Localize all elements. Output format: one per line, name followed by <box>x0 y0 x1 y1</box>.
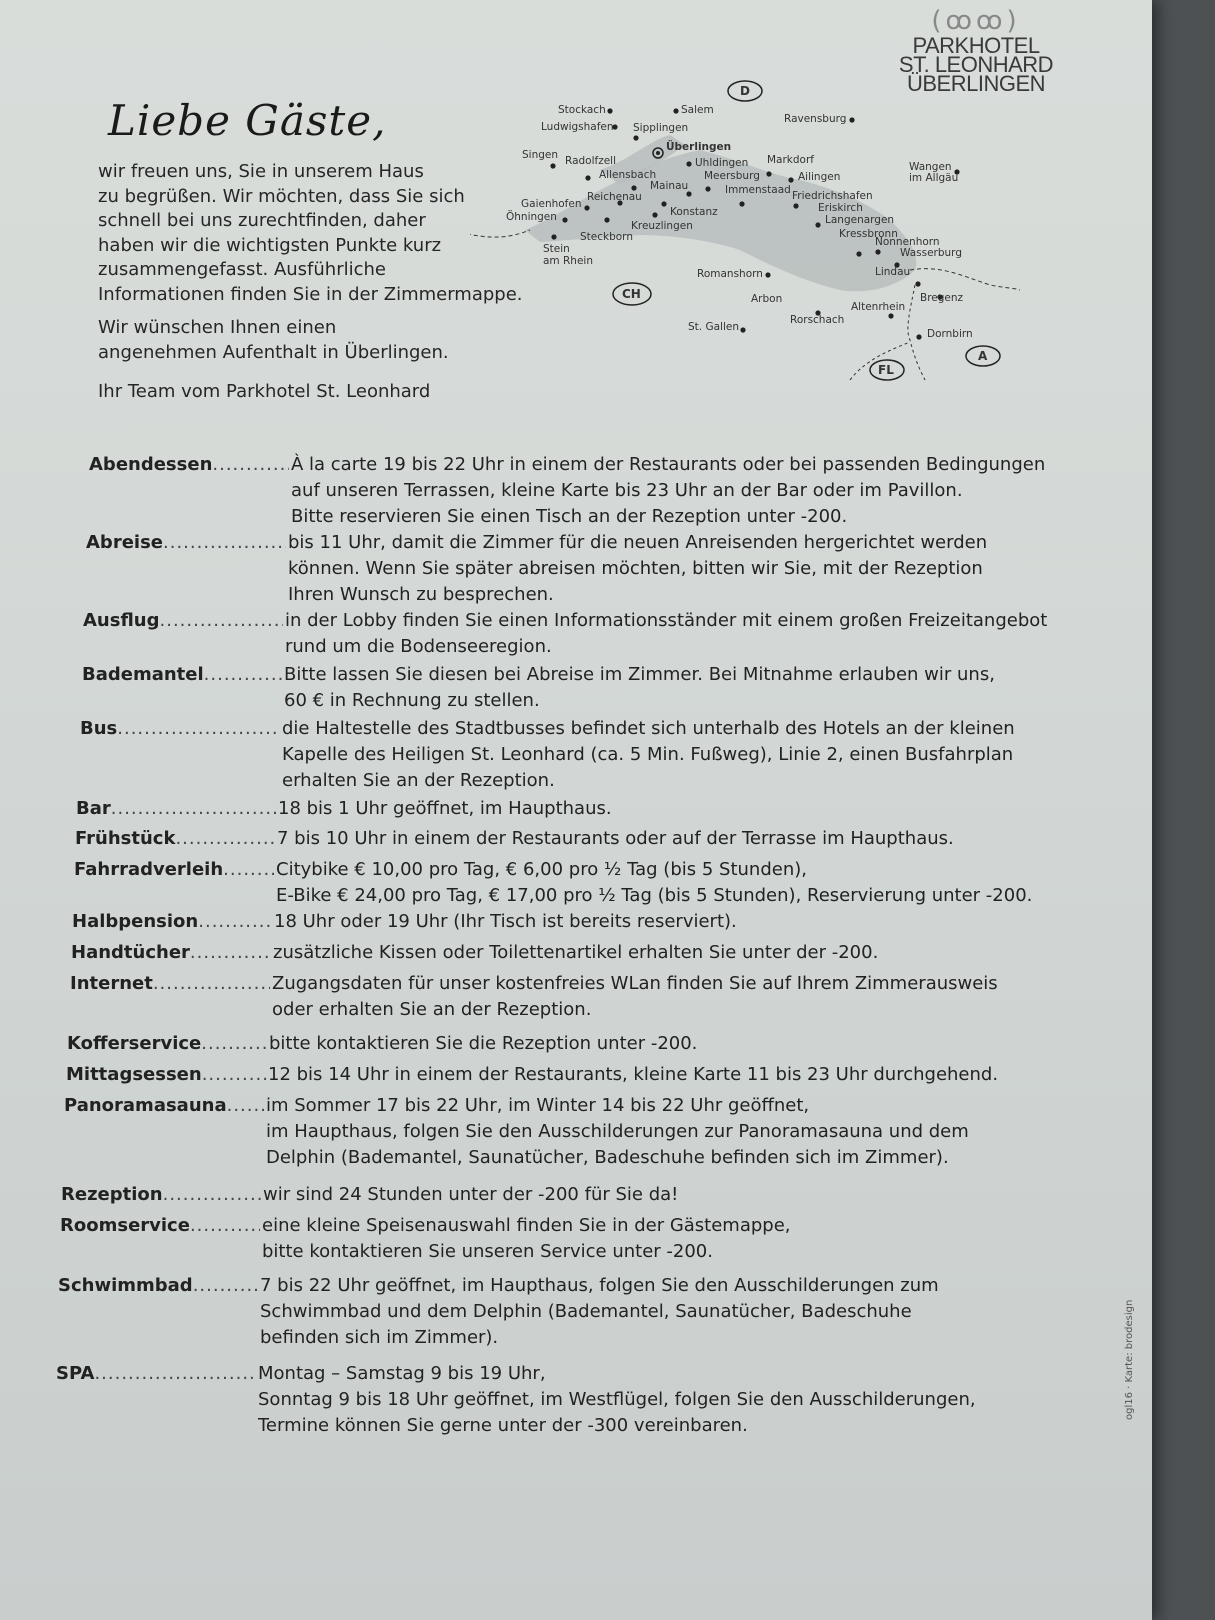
city-label: Meersburg <box>704 170 760 182</box>
leader-dots <box>212 452 289 478</box>
entry-description-line: Schwimmbad und dem Delphin (Bademantel, Saunatücher, Badeschuhe <box>260 1301 912 1322</box>
entry-description-line: die Haltestelle des Stadtbusses befindet sich unterhalb des Hotels an der kleinen <box>282 718 1015 739</box>
entry-description <box>271 940 1056 966</box>
entry-description-line: Delphin (Bademantel, Saunatücher, Badeschuhe befinden sich im Zimmer). <box>266 1147 949 1168</box>
entry-description-line: bis 11 Uhr, damit die Zimmer für die neuen Anreisenden hergerichtet werden <box>288 532 988 553</box>
entry-description-line: können. Wenn Sie später abreisen möchten, bitten wir Sie, mit der Rezeption <box>288 558 983 579</box>
city-label: Arbon <box>751 293 783 305</box>
entry-term-label: Internet <box>70 973 153 994</box>
leader-dots <box>117 716 280 742</box>
info-entry <box>58 1273 1056 1351</box>
entry-description <box>266 1062 1056 1088</box>
leader-dots <box>175 826 275 852</box>
city-label: Immenstaad <box>725 184 791 196</box>
city-label: Bregenz <box>920 292 964 304</box>
entry-description-line: 7 bis 10 Uhr in einem der Restaurants oder auf der Terrasse im Haupthaus. <box>277 828 954 849</box>
entry-description-line: Montag – Samstag 9 bis 19 Uhr, <box>258 1363 546 1384</box>
entry-term <box>82 662 282 714</box>
info-entry <box>61 1182 1056 1208</box>
logo-line: ÜBERLINGEN <box>906 71 1046 96</box>
entry-description-line: zusätzliche Kissen oder Toilettenartikel erhalten Sie unter der -200. <box>273 942 879 963</box>
entry-term <box>76 796 276 822</box>
country-label-a: A <box>978 349 988 363</box>
entry-description <box>283 608 1056 660</box>
info-entry <box>71 940 1056 966</box>
entry-description <box>264 1093 1056 1171</box>
city-label: am Rhein <box>543 255 593 267</box>
entry-description-line: Ihren Wunsch zu besprechen. <box>288 584 554 605</box>
city-label: Kressbronn <box>839 228 898 240</box>
entry-term <box>61 1182 261 1208</box>
entry-description-line: erhalten Sie an der Rezeption. <box>282 770 555 791</box>
leader-dots <box>153 971 270 997</box>
city-label: Nonnenhorn <box>875 236 940 248</box>
city-label: Sipplingen <box>633 122 689 134</box>
intro-line: Informationen finden Sie in der Zimmermappe. <box>98 283 523 305</box>
entry-description-line: 18 bis 1 Uhr geöffnet, im Haupthaus. <box>278 798 612 819</box>
entry-term <box>74 857 274 909</box>
info-entry <box>67 1031 1056 1057</box>
info-entry <box>89 452 1056 530</box>
entry-description-line: im Sommer 17 bis 22 Uhr, im Winter 14 bis 22 Uhr geöffnet, <box>266 1095 810 1116</box>
entry-term-label: Schwimmbad <box>58 1275 193 1296</box>
city-label: Altenrhein <box>851 301 906 313</box>
leader-dots <box>94 1361 256 1387</box>
city-label: Lindau <box>875 266 911 278</box>
city-label: Friedrichshafen <box>792 190 873 202</box>
wish-line: Wir wünschen Ihnen einen <box>98 317 337 338</box>
entry-term-label: Kofferservice <box>67 1033 202 1054</box>
city-label: Steckborn <box>580 231 633 243</box>
city-label: Singen <box>522 149 559 161</box>
leader-dots <box>202 1062 266 1088</box>
entry-description-line: auf unseren Terrassen, kleine Karte bis 23 Uhr an der Bar oder im Pavillon. <box>291 480 963 501</box>
intro-line: zu begrüßen. Wir möchten, dass Sie sich <box>98 185 465 207</box>
entry-description-line: befinden sich im Zimmer). <box>260 1327 499 1348</box>
entry-term-label: Bus <box>80 718 118 739</box>
country-label-d: D <box>740 84 750 98</box>
entry-term-label: Bademantel <box>82 664 204 685</box>
city-label: Wangen <box>909 161 952 173</box>
city-label: Mainau <box>650 180 689 192</box>
leader-dots <box>204 662 282 688</box>
city-label: Dornbirn <box>927 328 973 340</box>
entry-description-line: bitte kontaktieren Sie die Rezeption unter -200. <box>269 1033 698 1054</box>
lake-constance-map <box>470 80 1050 400</box>
entry-term-label: Roomservice <box>60 1215 190 1236</box>
city-label: Ailingen <box>798 171 841 183</box>
info-entry <box>64 1093 1056 1171</box>
entry-description <box>289 452 1056 530</box>
info-entry <box>83 608 1056 660</box>
leader-dots <box>223 857 274 883</box>
city-label: Reichenau <box>587 191 642 203</box>
entry-term <box>72 909 272 935</box>
entry-description-line: 7 bis 22 Uhr geöffnet, im Haupthaus, folgen Sie den Ausschilderungen zum <box>260 1275 939 1296</box>
entry-term-label: Rezeption <box>61 1184 163 1205</box>
city-label: Konstanz <box>670 206 718 218</box>
entry-term-label: Ausflug <box>83 610 160 631</box>
entry-description <box>261 1182 1056 1208</box>
entry-description-line: 60 € in Rechnung zu stellen. <box>284 690 540 711</box>
entry-description <box>260 1213 1056 1265</box>
intro-line: haben wir die wichtigsten Punkte kurz <box>98 234 442 256</box>
entry-term <box>66 1062 266 1088</box>
entry-description <box>280 716 1056 794</box>
info-entry <box>56 1361 1056 1439</box>
city-label-ueberlingen: Überlingen <box>666 141 732 153</box>
info-entry <box>76 796 1056 822</box>
entry-description-line: Kapelle des Heiligen St. Leonhard (ca. 5 Min. Fußweg), Linie 2, einen Busfahrplan <box>282 744 1014 765</box>
logo-line: ST. LEONHARD <box>898 52 1054 77</box>
city-label: Gaienhofen <box>521 198 582 210</box>
city-label: Allensbach <box>599 169 657 181</box>
entry-description-line: rund um die Bodenseeregion. <box>285 636 552 657</box>
city-label: Wasserburg <box>900 247 962 259</box>
entry-term <box>58 1273 258 1351</box>
entry-description-line: im Haupthaus, folgen Sie den Ausschilderungen zur Panoramasauna und dem <box>266 1121 969 1142</box>
design-credit: ogl16 · Karte: brodesign <box>1124 1299 1135 1420</box>
info-entry <box>80 716 1056 794</box>
info-entry <box>86 530 1056 608</box>
info-entry <box>72 909 1056 935</box>
entry-description-line: E-Bike € 24,00 pro Tag, € 17,00 pro ½ Tag (bis 5 Stunden), Reservierung unter -200. <box>276 885 1033 906</box>
entry-description <box>286 530 1056 608</box>
city-label: Öhningen <box>506 211 557 223</box>
city-label: Romanshorn <box>697 268 763 280</box>
entry-description-line: À la carte 19 bis 22 Uhr in einem der Restaurants oder bei passenden Bedingungen <box>291 454 1046 475</box>
entry-description <box>275 826 1056 852</box>
greeting-heading: Liebe Gäste, <box>108 96 387 145</box>
intro-line: schnell bei uns zurechtfinden, daher <box>98 210 426 231</box>
entry-description-line: Bitte reservieren Sie einen Tisch an der Rezeption unter -200. <box>291 506 848 527</box>
entry-description-line: bitte kontaktieren Sie unseren Service unter -200. <box>262 1241 713 1262</box>
entry-term <box>83 608 283 660</box>
leader-dots <box>190 1213 260 1239</box>
city-label: St. Gallen <box>688 321 739 333</box>
city-label: Ludwigshafen <box>541 121 614 133</box>
entry-term-label: Abreise <box>86 532 163 553</box>
city-label: Eriskirch <box>818 202 863 214</box>
logo-line: PARKHOTEL <box>912 33 1040 58</box>
city-label: Salem <box>681 104 714 116</box>
entry-description-line: 12 bis 14 Uhr in einem der Restaurants, kleine Karte 11 bis 23 Uhr durchgehend. <box>268 1064 999 1085</box>
entry-description-line: Termine können Sie gerne unter der -300 vereinbaren. <box>258 1415 748 1436</box>
leader-dots <box>163 530 286 556</box>
leader-dots <box>227 1093 264 1119</box>
entry-description-line: oder erhalten Sie an der Rezeption. <box>272 999 592 1020</box>
entry-term <box>71 940 271 966</box>
leader-dots <box>198 909 272 935</box>
info-entry <box>74 857 1056 909</box>
info-entry <box>60 1213 1056 1265</box>
leader-dots <box>201 1031 267 1057</box>
leader-dots <box>111 796 276 822</box>
entry-term <box>67 1031 267 1057</box>
entry-term-label: Mittagsessen <box>66 1064 202 1085</box>
city-label: Kreuzlingen <box>631 220 693 232</box>
entry-description-line: Citybike € 10,00 pro Tag, € 6,00 pro ½ Tag (bis 5 Stunden), <box>276 859 807 880</box>
leader-dots <box>163 1182 261 1208</box>
entry-term <box>75 826 275 852</box>
city-label: Rorschach <box>790 314 845 326</box>
wish-line: angenehmen Aufenthalt in Überlingen. <box>98 341 449 363</box>
entry-term-label: Halbpension <box>72 911 199 932</box>
leader-dots <box>190 940 271 966</box>
entry-description <box>270 971 1056 1023</box>
entry-description-line: Bitte lassen Sie diesen bei Abreise im Zimmer. Bei Mitnahme erlauben wir uns, <box>284 664 995 685</box>
city-label: Stein <box>543 243 570 255</box>
city-label: Uhldingen <box>695 157 749 169</box>
city-label: Markdorf <box>767 154 814 166</box>
entry-term <box>64 1093 264 1171</box>
intro-line: zusammengefasst. Ausführliche <box>98 259 386 280</box>
entry-term-label: Abendessen <box>89 454 213 475</box>
entry-term <box>70 971 270 1023</box>
entry-description <box>258 1273 1056 1351</box>
entry-description-line: wir sind 24 Stunden unter der -200 für Sie da! <box>263 1184 679 1205</box>
logo-mark: (ꝏꝏ) <box>931 6 1021 36</box>
entry-description-line: in der Lobby finden Sie einen Informationsständer mit einem großen Freizeitangebot <box>285 610 1048 631</box>
city-label: Stockach <box>558 104 606 116</box>
entry-term <box>80 716 280 794</box>
border-line <box>470 230 530 237</box>
entry-term <box>56 1361 256 1439</box>
country-label-ch: CH <box>622 287 641 301</box>
entry-description <box>272 909 1056 935</box>
entry-term <box>86 530 286 608</box>
city-label: Ravensburg <box>784 113 847 125</box>
city-label: Langenargen <box>825 214 895 226</box>
info-entry <box>82 662 1056 714</box>
entry-term-label: Handtücher <box>71 942 190 963</box>
team-signature: Ihr Team vom Parkhotel St. Leonhard <box>98 381 431 402</box>
entry-term-label: Frühstück <box>75 828 176 849</box>
entry-description <box>256 1361 1056 1439</box>
entry-description <box>282 662 1056 714</box>
entry-term <box>60 1213 260 1265</box>
border-line <box>910 269 1020 290</box>
city-label: Radolfzell <box>565 155 617 167</box>
entry-description-line: 18 Uhr oder 19 Uhr (Ihr Tisch ist bereits reserviert). <box>274 911 737 932</box>
entry-term-label: Fahrradverleih <box>74 859 224 880</box>
leader-dots <box>160 608 284 634</box>
entry-term-label: SPA <box>56 1363 95 1384</box>
leader-dots <box>193 1273 258 1299</box>
info-entry <box>70 971 1056 1023</box>
entry-description-line: Sonntag 9 bis 18 Uhr geöffnet, im Westflügel, folgen Sie den Ausschilderungen, <box>258 1389 976 1410</box>
entry-description <box>274 857 1056 909</box>
info-entry <box>66 1062 1056 1088</box>
city-label: im Allgäu <box>909 172 959 184</box>
country-label-fl: FL <box>878 363 894 377</box>
entry-term-label: Panoramasauna <box>64 1095 227 1116</box>
info-entry <box>75 826 1056 852</box>
entry-term-label: Bar <box>76 798 111 819</box>
entry-description <box>267 1031 1056 1057</box>
entry-description-line: Zugangsdaten für unser kostenfreies WLan finden Sie auf Ihrem Zimmerausweis <box>272 973 998 994</box>
intro-line: wir freuen uns, Sie in unserem Haus <box>98 161 424 182</box>
entry-term <box>89 452 289 530</box>
entry-description-line: eine kleine Speisenauswahl finden Sie in der Gästemappe, <box>262 1215 791 1236</box>
entry-description <box>276 796 1056 822</box>
